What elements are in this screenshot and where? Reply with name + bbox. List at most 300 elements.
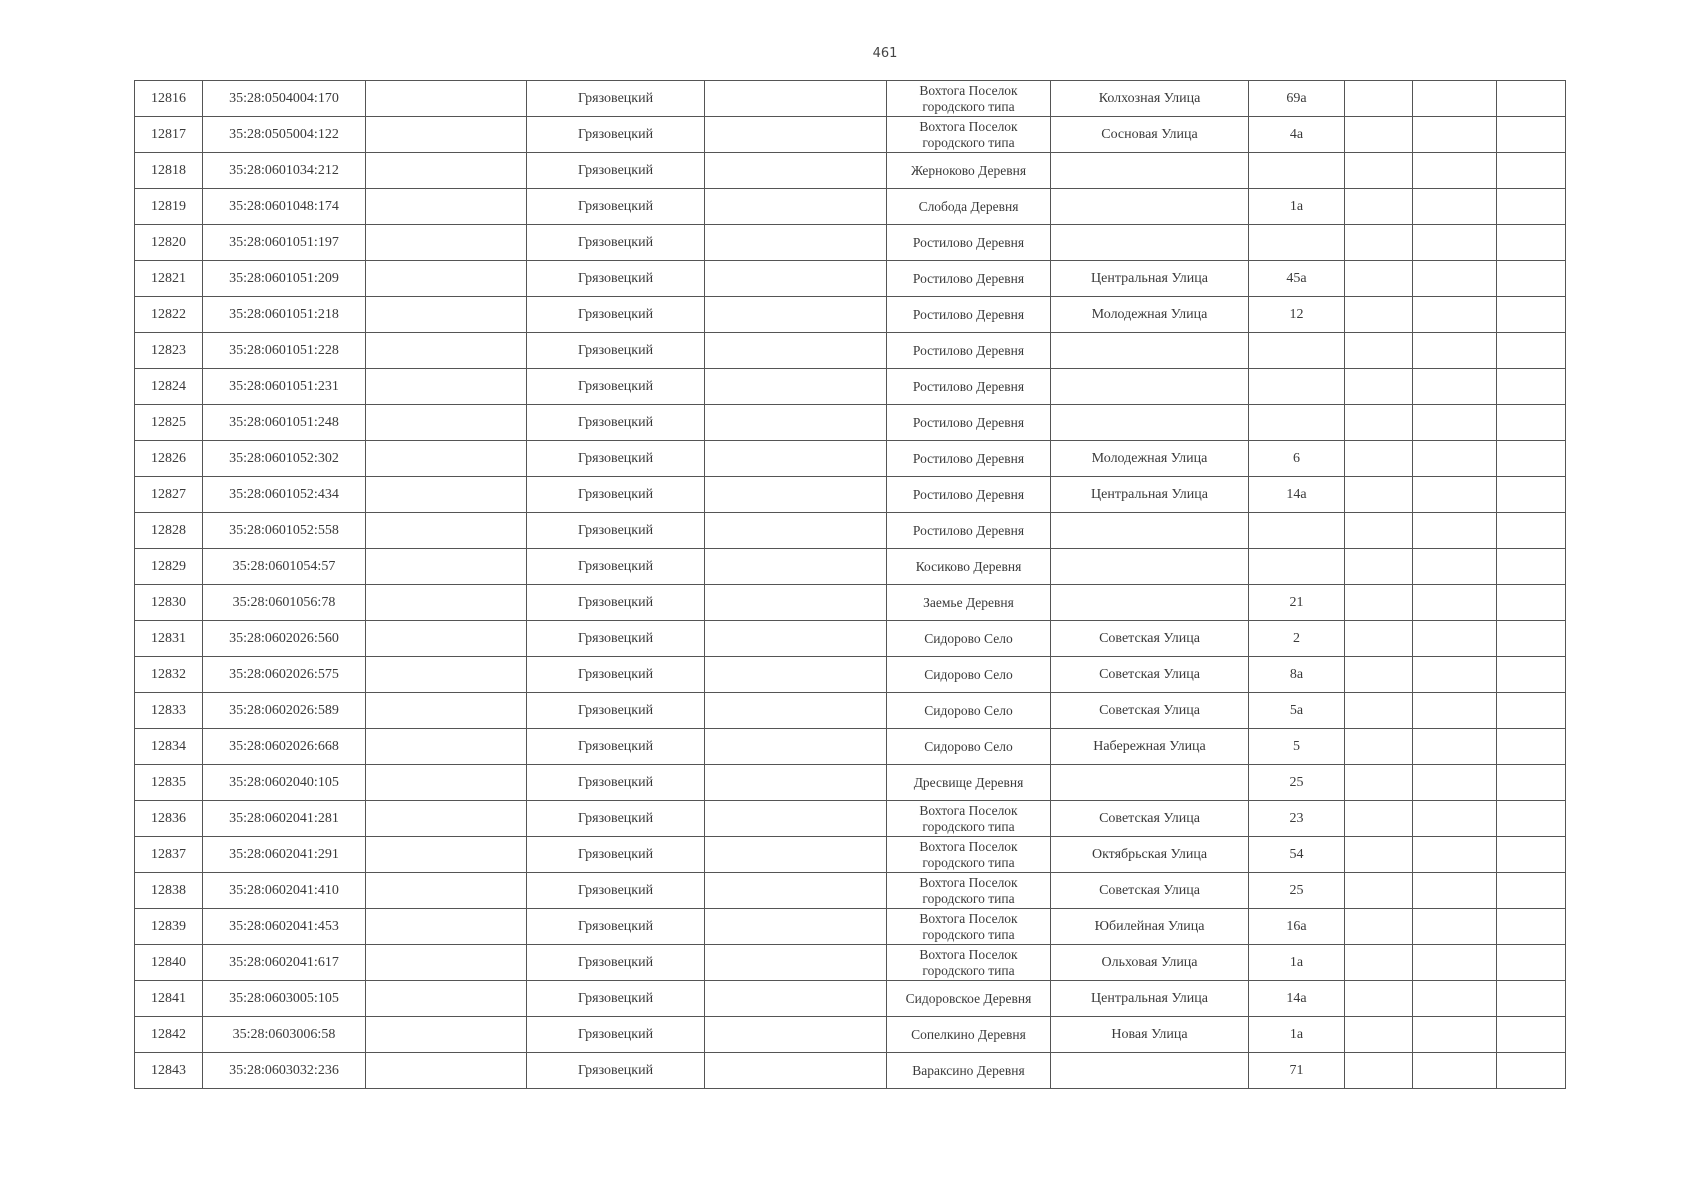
empty-cell bbox=[1413, 153, 1497, 189]
cadastral-number: 35:28:0602041:617 bbox=[203, 945, 366, 981]
house-number-cell: 23 bbox=[1249, 801, 1345, 837]
empty-cell bbox=[705, 225, 887, 261]
empty-cell bbox=[705, 909, 887, 945]
row-number: 12832 bbox=[135, 657, 203, 693]
empty-cell bbox=[366, 81, 527, 117]
settlement-cell: Сопелкино Деревня bbox=[887, 1017, 1051, 1053]
table-row bbox=[135, 1017, 1566, 1053]
street-cell: Сосновая Улица bbox=[1051, 117, 1249, 153]
district-cell: Грязовецкий bbox=[527, 873, 705, 909]
empty-cell bbox=[1497, 117, 1566, 153]
empty-cell bbox=[1413, 1017, 1497, 1053]
empty-cell bbox=[1497, 801, 1566, 837]
row-number: 12821 bbox=[135, 261, 203, 297]
street-cell: Новая Улица bbox=[1051, 1017, 1249, 1053]
empty-cell bbox=[1497, 837, 1566, 873]
settlement-cell: Ростилово Деревня bbox=[887, 225, 1051, 261]
empty-cell bbox=[366, 657, 527, 693]
row-number: 12829 bbox=[135, 549, 203, 585]
empty-cell bbox=[705, 297, 887, 333]
settlement-cell: Дресвище Деревня bbox=[887, 765, 1051, 801]
settlement-cell: Вохтога Поселок городского типа bbox=[887, 837, 1051, 873]
empty-cell bbox=[705, 369, 887, 405]
table-row bbox=[135, 333, 1566, 369]
row-number: 12828 bbox=[135, 513, 203, 549]
street-cell bbox=[1051, 405, 1249, 441]
empty-cell bbox=[1497, 981, 1566, 1017]
house-number-cell: 5 bbox=[1249, 729, 1345, 765]
house-number-cell: 2 bbox=[1249, 621, 1345, 657]
empty-cell bbox=[1413, 1053, 1497, 1089]
empty-cell bbox=[705, 837, 887, 873]
empty-cell bbox=[705, 657, 887, 693]
empty-cell bbox=[705, 81, 887, 117]
cadastral-number: 35:28:0602041:281 bbox=[203, 801, 366, 837]
row-number: 12827 bbox=[135, 477, 203, 513]
empty-cell bbox=[1345, 81, 1413, 117]
table-row bbox=[135, 513, 1566, 549]
row-number: 12825 bbox=[135, 405, 203, 441]
row-number: 12834 bbox=[135, 729, 203, 765]
empty-cell bbox=[1413, 909, 1497, 945]
table-row bbox=[135, 981, 1566, 1017]
district-cell: Грязовецкий bbox=[527, 81, 705, 117]
district-cell: Грязовецкий bbox=[527, 1053, 705, 1089]
empty-cell bbox=[1497, 945, 1566, 981]
empty-cell bbox=[366, 981, 527, 1017]
empty-cell bbox=[1413, 945, 1497, 981]
empty-cell bbox=[1413, 693, 1497, 729]
house-number-cell: 54 bbox=[1249, 837, 1345, 873]
empty-cell bbox=[705, 441, 887, 477]
empty-cell bbox=[1345, 765, 1413, 801]
row-number: 12826 bbox=[135, 441, 203, 477]
table-row bbox=[135, 549, 1566, 585]
district-cell: Грязовецкий bbox=[527, 369, 705, 405]
empty-cell bbox=[1345, 1017, 1413, 1053]
street-cell: Советская Улица bbox=[1051, 657, 1249, 693]
street-cell: Молодежная Улица bbox=[1051, 441, 1249, 477]
cadastral-number: 35:28:0602041:410 bbox=[203, 873, 366, 909]
house-number-cell: 1а bbox=[1249, 1017, 1345, 1053]
settlement-cell: Жерноково Деревня bbox=[887, 153, 1051, 189]
empty-cell bbox=[366, 621, 527, 657]
empty-cell bbox=[705, 153, 887, 189]
empty-cell bbox=[1497, 261, 1566, 297]
table-row bbox=[135, 837, 1566, 873]
row-number: 12836 bbox=[135, 801, 203, 837]
empty-cell bbox=[1497, 729, 1566, 765]
table-row bbox=[135, 945, 1566, 981]
house-number-cell: 6 bbox=[1249, 441, 1345, 477]
house-number-cell bbox=[1249, 513, 1345, 549]
house-number-cell: 45а bbox=[1249, 261, 1345, 297]
house-number-cell bbox=[1249, 405, 1345, 441]
empty-cell bbox=[1413, 981, 1497, 1017]
street-cell: Советская Улица bbox=[1051, 801, 1249, 837]
street-cell bbox=[1051, 585, 1249, 621]
cadastral-number: 35:28:0601056:78 bbox=[203, 585, 366, 621]
cadastral-number: 35:28:0601051:231 bbox=[203, 369, 366, 405]
house-number-cell bbox=[1249, 369, 1345, 405]
street-cell bbox=[1051, 513, 1249, 549]
empty-cell bbox=[1413, 513, 1497, 549]
district-cell: Грязовецкий bbox=[527, 585, 705, 621]
house-number-cell: 1а bbox=[1249, 189, 1345, 225]
house-number-cell: 25 bbox=[1249, 873, 1345, 909]
district-cell: Грязовецкий bbox=[527, 405, 705, 441]
house-number-cell: 8а bbox=[1249, 657, 1345, 693]
house-number-cell bbox=[1249, 549, 1345, 585]
district-cell: Грязовецкий bbox=[527, 909, 705, 945]
street-cell bbox=[1051, 549, 1249, 585]
empty-cell bbox=[1497, 1053, 1566, 1089]
empty-cell bbox=[1345, 621, 1413, 657]
empty-cell bbox=[366, 765, 527, 801]
table-row bbox=[135, 909, 1566, 945]
cadastral-number: 35:28:0602026:575 bbox=[203, 657, 366, 693]
house-number-cell: 25 bbox=[1249, 765, 1345, 801]
cadastral-number: 35:28:0601051:197 bbox=[203, 225, 366, 261]
empty-cell bbox=[1345, 261, 1413, 297]
house-number-cell: 14а bbox=[1249, 477, 1345, 513]
settlement-cell: Ростилово Деревня bbox=[887, 477, 1051, 513]
empty-cell bbox=[705, 585, 887, 621]
table-row bbox=[135, 153, 1566, 189]
district-cell: Грязовецкий bbox=[527, 261, 705, 297]
empty-cell bbox=[705, 873, 887, 909]
empty-cell bbox=[1413, 837, 1497, 873]
empty-cell bbox=[1497, 549, 1566, 585]
cadastral-number: 35:28:0603006:58 bbox=[203, 1017, 366, 1053]
row-number: 12841 bbox=[135, 981, 203, 1017]
row-number: 12840 bbox=[135, 945, 203, 981]
table-row bbox=[135, 369, 1566, 405]
settlement-cell: Слобода Деревня bbox=[887, 189, 1051, 225]
empty-cell bbox=[1497, 81, 1566, 117]
empty-cell bbox=[1413, 657, 1497, 693]
street-cell bbox=[1051, 153, 1249, 189]
empty-cell bbox=[1413, 585, 1497, 621]
empty-cell bbox=[1413, 369, 1497, 405]
settlement-cell: Вараксино Деревня bbox=[887, 1053, 1051, 1089]
street-cell: Юбилейная Улица bbox=[1051, 909, 1249, 945]
district-cell: Грязовецкий bbox=[527, 189, 705, 225]
empty-cell bbox=[1413, 189, 1497, 225]
empty-cell bbox=[1497, 657, 1566, 693]
empty-cell bbox=[366, 693, 527, 729]
table-row bbox=[135, 441, 1566, 477]
empty-cell bbox=[1413, 297, 1497, 333]
house-number-cell: 16а bbox=[1249, 909, 1345, 945]
table-row bbox=[135, 405, 1566, 441]
empty-cell bbox=[705, 189, 887, 225]
empty-cell bbox=[1413, 81, 1497, 117]
empty-cell bbox=[1413, 621, 1497, 657]
empty-cell bbox=[366, 117, 527, 153]
empty-cell bbox=[1345, 189, 1413, 225]
house-number-cell: 71 bbox=[1249, 1053, 1345, 1089]
empty-cell bbox=[1345, 405, 1413, 441]
street-cell bbox=[1051, 333, 1249, 369]
street-cell bbox=[1051, 1053, 1249, 1089]
district-cell: Грязовецкий bbox=[527, 549, 705, 585]
house-number-cell: 14а bbox=[1249, 981, 1345, 1017]
cadastral-number: 35:28:0602026:560 bbox=[203, 621, 366, 657]
empty-cell bbox=[1345, 549, 1413, 585]
settlement-cell: Вохтога Поселок городского типа bbox=[887, 909, 1051, 945]
settlement-cell: Заемье Деревня bbox=[887, 585, 1051, 621]
table-row bbox=[135, 477, 1566, 513]
empty-cell bbox=[1497, 153, 1566, 189]
empty-cell bbox=[1345, 441, 1413, 477]
empty-cell bbox=[366, 441, 527, 477]
street-cell: Центральная Улица bbox=[1051, 981, 1249, 1017]
row-number: 12838 bbox=[135, 873, 203, 909]
row-number: 12822 bbox=[135, 297, 203, 333]
empty-cell bbox=[705, 513, 887, 549]
empty-cell bbox=[366, 873, 527, 909]
empty-cell bbox=[1345, 873, 1413, 909]
house-number-cell bbox=[1249, 333, 1345, 369]
row-number: 12818 bbox=[135, 153, 203, 189]
empty-cell bbox=[1413, 225, 1497, 261]
empty-cell bbox=[1345, 117, 1413, 153]
cadastral-number: 35:28:0601048:174 bbox=[203, 189, 366, 225]
district-cell: Грязовецкий bbox=[527, 441, 705, 477]
settlement-cell: Вохтога Поселок городского типа bbox=[887, 117, 1051, 153]
empty-cell bbox=[705, 117, 887, 153]
empty-cell bbox=[1497, 765, 1566, 801]
empty-cell bbox=[1413, 801, 1497, 837]
row-number: 12842 bbox=[135, 1017, 203, 1053]
table-row bbox=[135, 1053, 1566, 1089]
empty-cell bbox=[1497, 477, 1566, 513]
cadastral-number: 35:28:0602041:291 bbox=[203, 837, 366, 873]
settlement-cell: Вохтога Поселок городского типа bbox=[887, 873, 1051, 909]
table-row bbox=[135, 693, 1566, 729]
row-number: 12817 bbox=[135, 117, 203, 153]
settlement-cell: Вохтога Поселок городского типа bbox=[887, 945, 1051, 981]
district-cell: Грязовецкий bbox=[527, 513, 705, 549]
empty-cell bbox=[1497, 585, 1566, 621]
settlement-cell: Ростилово Деревня bbox=[887, 405, 1051, 441]
empty-cell bbox=[1413, 441, 1497, 477]
district-cell: Грязовецкий bbox=[527, 657, 705, 693]
empty-cell bbox=[1345, 1053, 1413, 1089]
empty-cell bbox=[705, 333, 887, 369]
empty-cell bbox=[705, 1017, 887, 1053]
empty-cell bbox=[1345, 981, 1413, 1017]
empty-cell bbox=[1345, 837, 1413, 873]
empty-cell bbox=[366, 225, 527, 261]
empty-cell bbox=[1497, 621, 1566, 657]
empty-cell bbox=[366, 909, 527, 945]
table-row bbox=[135, 81, 1566, 117]
row-number: 12835 bbox=[135, 765, 203, 801]
cadastral-number: 35:28:0601052:302 bbox=[203, 441, 366, 477]
empty-cell bbox=[1413, 549, 1497, 585]
settlement-cell: Сидоровское Деревня bbox=[887, 981, 1051, 1017]
cadastral-number: 35:28:0601051:248 bbox=[203, 405, 366, 441]
table-row bbox=[135, 873, 1566, 909]
empty-cell bbox=[1345, 693, 1413, 729]
empty-cell bbox=[705, 261, 887, 297]
empty-cell bbox=[1345, 585, 1413, 621]
settlement-cell: Косиково Деревня bbox=[887, 549, 1051, 585]
registry-table bbox=[134, 80, 1566, 1089]
street-cell: Советская Улица bbox=[1051, 873, 1249, 909]
empty-cell bbox=[705, 405, 887, 441]
empty-cell bbox=[1345, 801, 1413, 837]
cadastral-number: 35:28:0601051:209 bbox=[203, 261, 366, 297]
cadastral-number: 35:28:0601051:218 bbox=[203, 297, 366, 333]
district-cell: Грязовецкий bbox=[527, 621, 705, 657]
empty-cell bbox=[705, 549, 887, 585]
table-row bbox=[135, 657, 1566, 693]
street-cell: Колхозная Улица bbox=[1051, 81, 1249, 117]
cadastral-number: 35:28:0601054:57 bbox=[203, 549, 366, 585]
cadastral-number: 35:28:0602026:589 bbox=[203, 693, 366, 729]
empty-cell bbox=[1413, 261, 1497, 297]
house-number-cell: 5а bbox=[1249, 693, 1345, 729]
street-cell bbox=[1051, 189, 1249, 225]
district-cell: Грязовецкий bbox=[527, 153, 705, 189]
street-cell bbox=[1051, 765, 1249, 801]
table-row bbox=[135, 261, 1566, 297]
settlement-cell: Ростилово Деревня bbox=[887, 297, 1051, 333]
settlement-cell: Сидорово Село bbox=[887, 621, 1051, 657]
empty-cell bbox=[1413, 117, 1497, 153]
district-cell: Грязовецкий bbox=[527, 729, 705, 765]
empty-cell bbox=[366, 261, 527, 297]
house-number-cell: 12 bbox=[1249, 297, 1345, 333]
row-number: 12816 bbox=[135, 81, 203, 117]
empty-cell bbox=[366, 1017, 527, 1053]
table-row bbox=[135, 189, 1566, 225]
cadastral-number: 35:28:0601034:212 bbox=[203, 153, 366, 189]
empty-cell bbox=[1345, 477, 1413, 513]
empty-cell bbox=[1497, 873, 1566, 909]
table-body bbox=[135, 81, 1566, 1089]
district-cell: Грязовецкий bbox=[527, 477, 705, 513]
house-number-cell bbox=[1249, 225, 1345, 261]
settlement-cell: Вохтога Поселок городского типа bbox=[887, 801, 1051, 837]
district-cell: Грязовецкий bbox=[527, 801, 705, 837]
street-cell: Советская Улица bbox=[1051, 693, 1249, 729]
empty-cell bbox=[1413, 873, 1497, 909]
empty-cell bbox=[1413, 405, 1497, 441]
empty-cell bbox=[1345, 369, 1413, 405]
table-row bbox=[135, 585, 1566, 621]
empty-cell bbox=[1497, 405, 1566, 441]
row-number: 12824 bbox=[135, 369, 203, 405]
empty-cell bbox=[366, 837, 527, 873]
street-cell: Ольховая Улица bbox=[1051, 945, 1249, 981]
settlement-cell: Ростилово Деревня bbox=[887, 441, 1051, 477]
district-cell: Грязовецкий bbox=[527, 945, 705, 981]
table-row bbox=[135, 729, 1566, 765]
cadastral-number: 35:28:0601052:434 bbox=[203, 477, 366, 513]
empty-cell bbox=[1497, 441, 1566, 477]
street-cell: Центральная Улица bbox=[1051, 477, 1249, 513]
empty-cell bbox=[1345, 657, 1413, 693]
table-row bbox=[135, 297, 1566, 333]
empty-cell bbox=[1413, 765, 1497, 801]
district-cell: Грязовецкий bbox=[527, 1017, 705, 1053]
house-number-cell: 1а bbox=[1249, 945, 1345, 981]
empty-cell bbox=[366, 729, 527, 765]
row-number: 12819 bbox=[135, 189, 203, 225]
empty-cell bbox=[366, 153, 527, 189]
street-cell: Центральная Улица bbox=[1051, 261, 1249, 297]
cadastral-number: 35:28:0504004:170 bbox=[203, 81, 366, 117]
empty-cell bbox=[1413, 729, 1497, 765]
empty-cell bbox=[1497, 297, 1566, 333]
empty-cell bbox=[705, 981, 887, 1017]
row-number: 12831 bbox=[135, 621, 203, 657]
row-number: 12820 bbox=[135, 225, 203, 261]
district-cell: Грязовецкий bbox=[527, 693, 705, 729]
empty-cell bbox=[1345, 729, 1413, 765]
street-cell bbox=[1051, 369, 1249, 405]
empty-cell bbox=[366, 297, 527, 333]
row-number: 12823 bbox=[135, 333, 203, 369]
empty-cell bbox=[705, 693, 887, 729]
empty-cell bbox=[1497, 333, 1566, 369]
empty-cell bbox=[1345, 225, 1413, 261]
row-number: 12837 bbox=[135, 837, 203, 873]
table-row bbox=[135, 621, 1566, 657]
empty-cell bbox=[705, 945, 887, 981]
empty-cell bbox=[1497, 1017, 1566, 1053]
table-row bbox=[135, 225, 1566, 261]
empty-cell bbox=[1345, 945, 1413, 981]
empty-cell bbox=[705, 729, 887, 765]
empty-cell bbox=[705, 477, 887, 513]
street-cell: Октябрьская Улица bbox=[1051, 837, 1249, 873]
cadastral-number: 35:28:0601051:228 bbox=[203, 333, 366, 369]
empty-cell bbox=[366, 585, 527, 621]
empty-cell bbox=[1345, 513, 1413, 549]
cadastral-number: 35:28:0603005:105 bbox=[203, 981, 366, 1017]
street-cell: Набережная Улица bbox=[1051, 729, 1249, 765]
settlement-cell: Ростилово Деревня bbox=[887, 513, 1051, 549]
street-cell bbox=[1051, 225, 1249, 261]
empty-cell bbox=[1497, 909, 1566, 945]
street-cell: Молодежная Улица bbox=[1051, 297, 1249, 333]
empty-cell bbox=[1497, 225, 1566, 261]
row-number: 12843 bbox=[135, 1053, 203, 1089]
empty-cell bbox=[366, 945, 527, 981]
empty-cell bbox=[705, 621, 887, 657]
district-cell: Грязовецкий bbox=[527, 837, 705, 873]
settlement-cell: Ростилово Деревня bbox=[887, 261, 1051, 297]
empty-cell bbox=[1345, 333, 1413, 369]
empty-cell bbox=[366, 549, 527, 585]
empty-cell bbox=[366, 369, 527, 405]
empty-cell bbox=[1413, 477, 1497, 513]
settlement-cell: Ростилово Деревня bbox=[887, 333, 1051, 369]
house-number-cell: 69а bbox=[1249, 81, 1345, 117]
house-number-cell bbox=[1249, 153, 1345, 189]
settlement-cell: Сидорово Село bbox=[887, 693, 1051, 729]
empty-cell bbox=[1413, 333, 1497, 369]
page-number: 461 bbox=[872, 46, 898, 61]
cadastral-number: 35:28:0601052:558 bbox=[203, 513, 366, 549]
cadastral-number: 35:28:0602026:668 bbox=[203, 729, 366, 765]
cadastral-number: 35:28:0505004:122 bbox=[203, 117, 366, 153]
